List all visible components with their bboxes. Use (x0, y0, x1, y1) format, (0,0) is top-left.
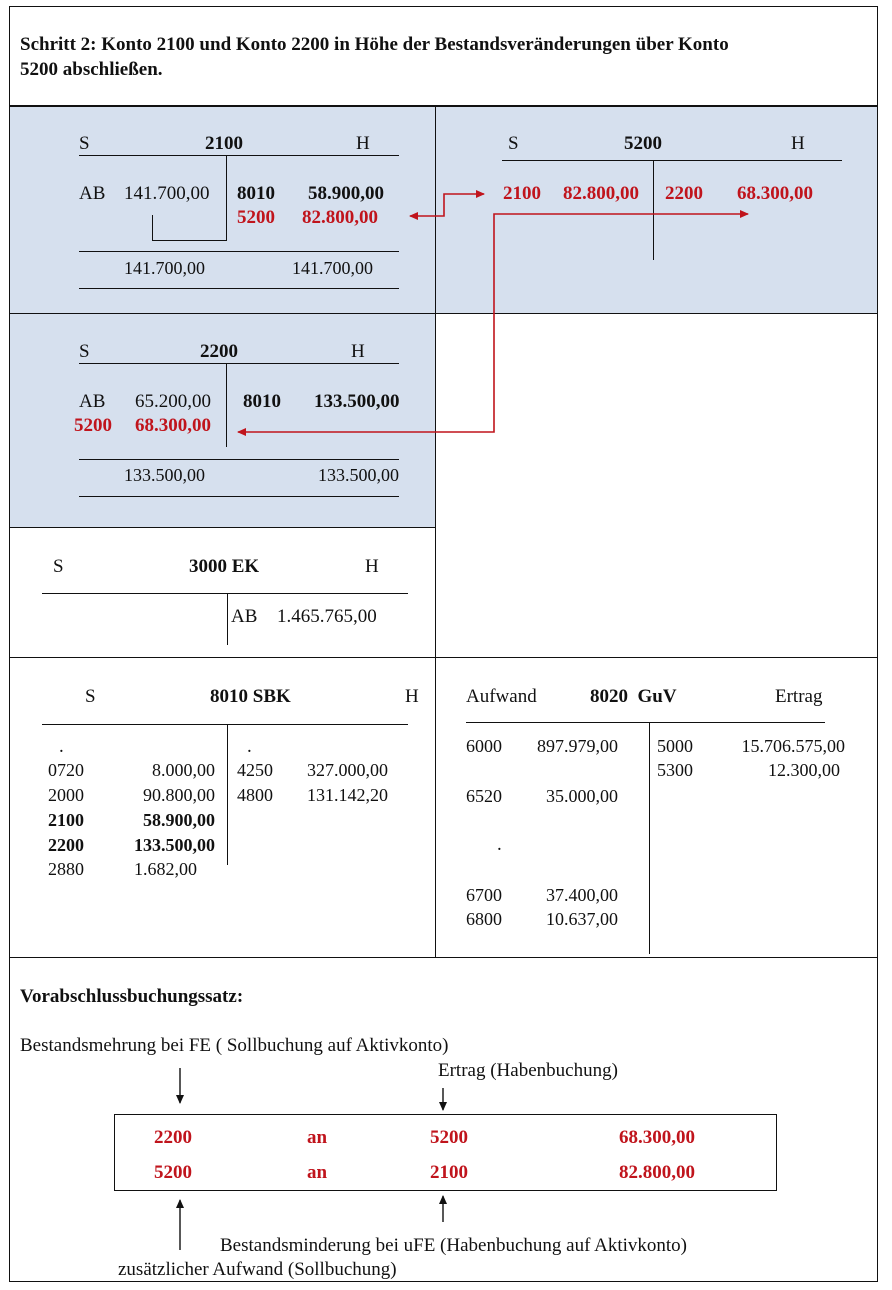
acc2100-credit2-acct: 5200 (237, 207, 275, 228)
acc5200-title: 5200 (624, 133, 662, 154)
sbk-right-acct-1: 4800 (237, 785, 273, 805)
sbk-left-acct-0: 0720 (48, 760, 84, 780)
acc5200-credit-acct: 2200 (665, 183, 703, 204)
sbk-left-acct-4: 2880 (48, 859, 84, 879)
sbk-right-acct-0: 4250 (237, 760, 273, 780)
acc2200-debit2-value: 68.300,00 (135, 415, 211, 436)
acc5200-debit-acct: 2100 (503, 183, 541, 204)
sbk-h: H (405, 686, 419, 707)
acc2200-s: S (79, 341, 90, 362)
entry1-debit: 2200 (154, 1127, 192, 1148)
footer-heading: Vorabschlussbuchungssatz: (20, 986, 244, 1007)
acc2100-s: S (79, 133, 90, 154)
guv-left-acct-1: 6520 (466, 786, 502, 806)
entry2-debit: 5200 (154, 1162, 192, 1183)
guv-right-acct-1: 5300 (657, 760, 693, 780)
entry2-an: an (307, 1162, 328, 1183)
acc2100-credit1-acct: 8010 (237, 183, 275, 204)
guv-right-acct-0: 5000 (657, 736, 693, 756)
sbk-left-acct-2: 2100 (48, 810, 84, 830)
acc2100-sum-right: 141.700,00 (292, 258, 373, 278)
acc2200-title: 2200 (200, 341, 238, 362)
sbk-left-value-2: 58.900,00 (143, 810, 215, 830)
sbk-title: 8010 SBK (210, 686, 291, 707)
entry1-an: an (307, 1127, 328, 1148)
entry2-amount: 82.800,00 (619, 1162, 695, 1183)
note-mehrung: Bestandsmehrung bei FE ( Sollbuchung auf Aktivkonto) (20, 1035, 449, 1056)
sbk-left-value-0: 8.000,00 (152, 760, 215, 780)
sbk-left-value-3: 133.500,00 (134, 835, 215, 855)
acc3000-ab-value: 1.465.765,00 (277, 606, 377, 627)
guv-title: 8020 GuV (590, 686, 677, 707)
sbk-dot-right: . (247, 736, 252, 757)
arrow-2100-to-5200 (410, 194, 484, 216)
guv-left-acct-2: 6700 (466, 885, 502, 905)
sbk-left-acct-3: 2200 (48, 835, 84, 855)
acc3000-h: H (365, 556, 379, 577)
sbk-left-value-4: 1.682,00 (134, 859, 197, 879)
guv-dot: . (497, 834, 502, 855)
acc2100-credit2-value: 82.800,00 (302, 207, 378, 228)
acc3000-title: 3000 EK (189, 556, 260, 577)
guv-left-acct-3: 6800 (466, 909, 502, 929)
acc2100-sum-left: 141.700,00 (124, 258, 205, 278)
note-ertrag: Ertrag (Habenbuchung) (438, 1060, 618, 1081)
sbk-left-value-1: 90.800,00 (143, 785, 215, 805)
note-aufwand: zusätzlicher Aufwand (Sollbuchung) (118, 1259, 397, 1280)
entry1-credit: 5200 (430, 1127, 468, 1148)
acc2100-title: 2100 (205, 133, 243, 154)
guv-left-value-2: 37.400,00 (546, 885, 618, 905)
arrow-5200-to-2200 (238, 214, 748, 432)
sbk-right-value-0: 327.000,00 (307, 760, 388, 780)
entry2-credit: 2100 (430, 1162, 468, 1183)
acc3000-ab-label: AB (231, 606, 258, 627)
acc5200-credit-value: 68.300,00 (737, 183, 813, 204)
acc5200-debit-value: 82.800,00 (563, 183, 639, 204)
guv-right-value-0: 15.706.575,00 (741, 736, 845, 756)
sbk-s: S (85, 686, 96, 707)
guv-left-acct-0: 6000 (466, 736, 502, 756)
acc2100-ab-label: AB (79, 183, 106, 204)
acc2200-h: H (351, 341, 365, 362)
guv-left-value-0: 897.979,00 (537, 736, 618, 756)
acc2200-credit-value: 133.500,00 (314, 391, 400, 412)
entry1-amount: 68.300,00 (619, 1127, 695, 1148)
acc2200-debit2-acct: 5200 (74, 415, 112, 436)
guv-left-value-3: 10.637,00 (546, 909, 618, 929)
acc2100-credit1-value: 58.900,00 (308, 183, 384, 204)
page-title-line1: Schritt 2: Konto 2100 und Konto 2200 in Höhe der Bestandsveränderungen über Konto (20, 34, 729, 55)
acc2200-ab-value: 65.200,00 (135, 391, 211, 412)
guv-right-value-1: 12.300,00 (768, 760, 840, 780)
acc5200-s: S (508, 133, 519, 154)
acc5200-h: H (791, 133, 805, 154)
acc2200-ab-label: AB (79, 391, 106, 412)
acc2200-sum-left: 133.500,00 (124, 465, 205, 485)
guv-aufwand: Aufwand (466, 686, 537, 707)
guv-ertrag: Ertrag (775, 686, 823, 707)
page-title-line2: 5200 abschließen. (20, 59, 163, 80)
acc3000-s: S (53, 556, 64, 577)
sbk-dot-left: . (59, 736, 64, 757)
guv-left-value-1: 35.000,00 (546, 786, 618, 806)
sbk-left-acct-1: 2000 (48, 785, 84, 805)
acc2200-credit-acct: 8010 (243, 391, 281, 412)
acc2100-ab-value: 141.700,00 (124, 183, 210, 204)
acc2200-sum-right: 133.500,00 (318, 465, 399, 485)
sbk-right-value-1: 131.142,20 (307, 785, 388, 805)
acc2100-h: H (356, 133, 370, 154)
note-minderung: Bestandsminderung bei uFE (Habenbuchung auf Aktivkonto) (220, 1235, 688, 1256)
